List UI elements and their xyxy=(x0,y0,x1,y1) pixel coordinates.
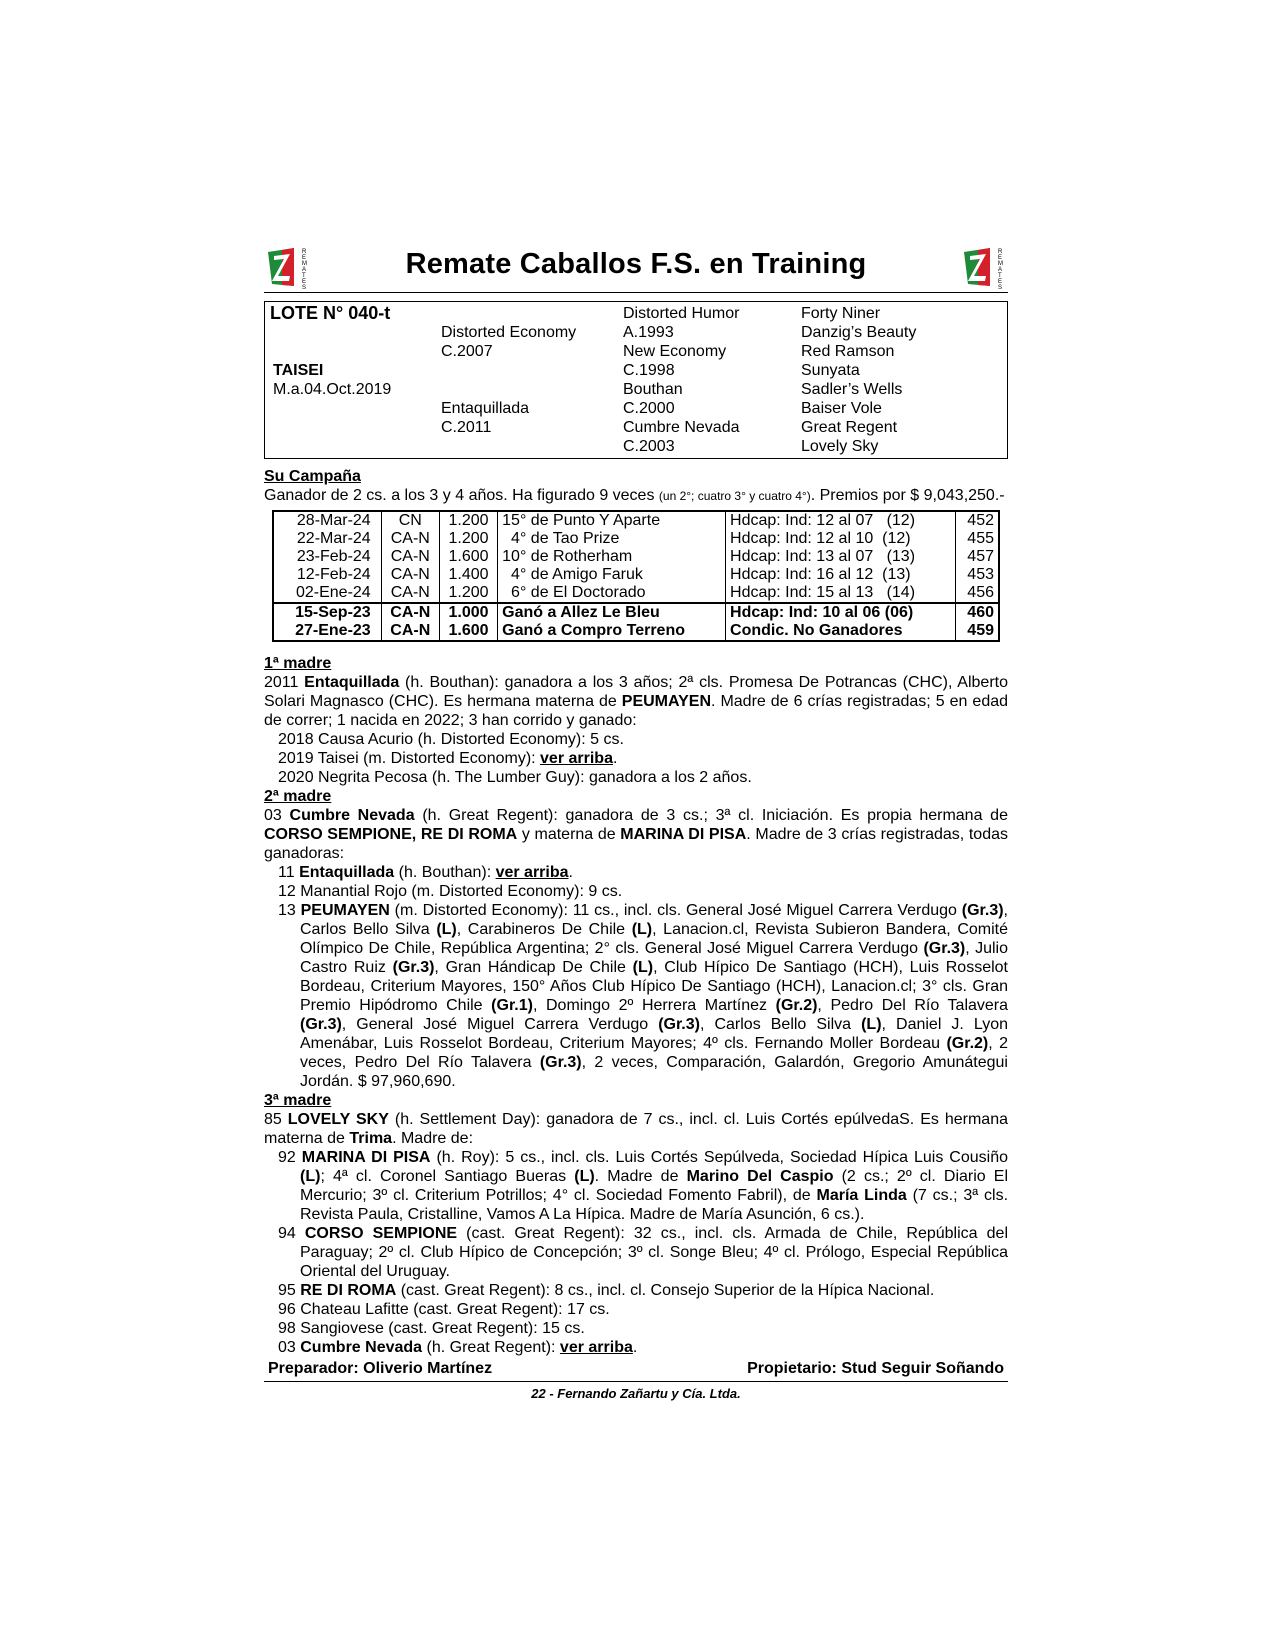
win-row xyxy=(273,622,999,641)
text: y materna de xyxy=(517,826,621,843)
svg-text:M: M xyxy=(998,261,1003,267)
race-result: 10° de Rotherham xyxy=(498,548,726,566)
horse-name: Marino Del Caspio xyxy=(686,1168,834,1185)
great-grandparent-2: Danzig’s Beauty xyxy=(801,324,917,341)
text: . Madre de xyxy=(594,1168,687,1185)
text: , Daniel J. Lyon Amenábar, Luis Rosselot Bordeau, Criterium Mayores; 4º cls. Fernando Moller Bordeau xyxy=(300,1016,1009,1052)
grade: (Gr.2) xyxy=(775,997,818,1014)
race-track: CA-N xyxy=(381,530,439,548)
remates-logo-right xyxy=(960,244,1008,290)
campana-section xyxy=(264,467,1008,642)
race-result: Ganó a Compro Terreno xyxy=(498,622,726,641)
race-cond: Hdcap: Ind: 12 al 10 (12) xyxy=(726,530,956,548)
race-row xyxy=(273,548,999,566)
ver-arriba-link: ver arriba xyxy=(559,1339,633,1356)
page-footer: 22 - Fernando Zañartu y Cía. Ltda. xyxy=(531,1386,741,1401)
text: (h. Roy): 5 cs., incl. cls. Luis Cortés Sepúlveda, Sociedad Hípica Luis Cousiño xyxy=(430,1149,1008,1166)
madre2-heading: 2ª madre xyxy=(264,788,332,805)
svg-text:E: E xyxy=(998,255,1003,261)
race-cond: Hdcap: Ind: 16 al 12 (13) xyxy=(726,566,956,584)
offspring-item xyxy=(264,1338,1008,1357)
svg-text:A: A xyxy=(302,267,307,273)
sire-info: C.2007 xyxy=(441,343,493,360)
grade: (Gr.3) xyxy=(392,959,435,976)
race-date: 15-Sep-23 xyxy=(295,604,371,621)
svg-text:T: T xyxy=(998,273,1002,279)
race-w: 453 xyxy=(956,566,999,584)
race-row xyxy=(273,584,999,603)
race-date: 23-Feb-24 xyxy=(296,548,371,565)
race-row xyxy=(273,511,999,530)
race-dist: 1.600 xyxy=(439,548,497,566)
svg-text:E: E xyxy=(302,279,307,285)
svg-text:E: E xyxy=(998,279,1003,285)
grade: (L) xyxy=(861,1016,882,1033)
offspring-item: 98 Sangiovese (cast. Great Regent): 15 cs. xyxy=(278,1320,585,1337)
race-w: 455 xyxy=(956,530,999,548)
race-dist: 1.200 xyxy=(439,511,497,530)
header xyxy=(264,242,1008,293)
grade: (L) xyxy=(632,959,654,976)
campana-text-2: . Premios por $ 9,043,250.- xyxy=(810,487,1005,504)
race-dist: 1.600 xyxy=(439,622,497,641)
race-dist: 1.200 xyxy=(439,584,497,603)
race-row xyxy=(273,566,999,584)
text: 13 xyxy=(278,902,301,919)
race-date: 12-Feb-24 xyxy=(296,566,371,583)
grandparent-4-info: C.2003 xyxy=(623,438,675,455)
grade: (Gr.2) xyxy=(946,1035,989,1052)
horse-name: MARINA DI PISA xyxy=(301,1149,431,1166)
race-result: 4° de Tao Prize xyxy=(498,530,726,548)
text: , General José Miguel Carrera Verdugo xyxy=(341,1016,659,1033)
madre3-heading: 3ª madre xyxy=(264,1092,332,1109)
horse-name: Cumbre Nevada xyxy=(300,1339,423,1356)
text: . xyxy=(612,750,618,767)
horse-name: CORSO SEMPIONE, RE DI ROMA xyxy=(264,826,518,843)
grandparent-2: New Economy xyxy=(623,343,727,360)
offspring-item: 2018 Causa Acurio (h. Distorted Economy): 5 cs. xyxy=(278,731,624,748)
grandparent-3: Bouthan xyxy=(623,381,683,398)
text: (m. Distorted Economy): 11 cs., incl. cls. General José Miguel Carrera Verdugo xyxy=(389,902,962,919)
madre3-section xyxy=(264,1091,1008,1357)
race-date: 28-Mar-24 xyxy=(296,512,371,529)
lote-number: LOTE N° 040-t xyxy=(270,303,391,323)
text: (h. Bouthan): ganadora a los 3 años; 2ª cls. Promesa De Potrancas (CHC), Alberto Solari Magnasco (CHC). Es hermana materna de xyxy=(264,674,1008,710)
offspring-item xyxy=(264,901,1008,1091)
dam-info: C.2011 xyxy=(441,419,492,436)
text: 03 xyxy=(264,807,290,824)
text: . Madre de 3 crías registradas, todas ganadoras: xyxy=(264,826,1008,862)
text: , Pedro Del Río Talavera xyxy=(817,997,1009,1014)
race-cond: Hdcap: Ind: 10 al 06 (06) xyxy=(726,604,956,622)
grandparent-3-info: C.2000 xyxy=(623,400,675,417)
horse-name: LOVELY SKY xyxy=(287,1111,389,1128)
grade: (Gr.3) xyxy=(539,1054,582,1071)
great-grandparent-3: Red Ramson xyxy=(801,343,895,360)
race-dist: 1.400 xyxy=(439,566,497,584)
text: 85 xyxy=(264,1111,288,1128)
grandparent-1-info: A.1993 xyxy=(623,324,674,341)
horse-name: PEUMAYEN xyxy=(300,902,390,919)
svg-text:S: S xyxy=(998,285,1003,290)
grandparent-1: Distorted Humor xyxy=(623,305,740,322)
great-grandparent-4: Sunyata xyxy=(801,362,860,379)
race-track: CA-N xyxy=(381,566,439,584)
offspring-item: 96 Chateau Lafitte (cast. Great Regent): 17 cs. xyxy=(278,1301,610,1318)
grade: (L) xyxy=(300,1168,321,1185)
text: , Lanacion.cl, Revista Subieron Bandera, Comité Olímpico De Chile, República Argentina; 2° cls. General José Miguel Carrera Verdugo xyxy=(300,921,1009,957)
offspring-item xyxy=(264,749,1008,768)
race-table xyxy=(272,510,1000,642)
great-grandparent-6: Baiser Vole xyxy=(801,400,882,417)
text: . Madre de: xyxy=(392,1130,474,1147)
campana-text-1: Ganador de 2 cs. a los 3 y 4 años. Ha figurado 9 veces xyxy=(264,487,655,504)
svg-text:S: S xyxy=(302,285,307,290)
text: 11 xyxy=(278,864,300,881)
horse-name: PEUMAYEN xyxy=(621,693,711,710)
grade: (L) xyxy=(436,921,457,938)
race-result: Ganó a Allez Le Bleu xyxy=(498,604,726,622)
grade: (Gr.3) xyxy=(923,940,966,957)
offspring-item xyxy=(264,863,1008,882)
race-result: 6° de El Doctorado xyxy=(498,584,726,603)
race-row xyxy=(273,530,999,548)
offspring-item: 2020 Negrita Pecosa (h. The Lumber Guy): ganadora a los 2 años. xyxy=(278,769,752,786)
text: . xyxy=(568,864,573,881)
race-date: 02-Ene-24 xyxy=(295,584,371,601)
offspring-item xyxy=(264,1281,1008,1300)
grade: (Gr.3) xyxy=(658,1016,700,1033)
horse-name: Cumbre Nevada xyxy=(289,807,415,824)
dam-name: Entaquillada xyxy=(441,400,530,417)
great-grandparent-8: Lovely Sky xyxy=(801,438,879,455)
horse-name: Trima xyxy=(349,1130,393,1147)
great-grandparent-7: Great Regent xyxy=(801,419,898,436)
text: (h. Settlement Day): ganadora de 7 cs., incl. cl. Luis Cortés epúlvedaS. Es hermana materna de xyxy=(264,1111,1009,1147)
grade: (Gr.1) xyxy=(491,997,533,1014)
text: , Julio Castro Ruiz xyxy=(300,940,1009,976)
race-track: CA-N xyxy=(381,548,439,566)
race-dist: 1.200 xyxy=(439,530,497,548)
horse-name: Entaquillada xyxy=(299,864,395,881)
text: , Gran Hándicap De Chile xyxy=(434,959,633,976)
text: (7 cs.; 3ª cls. Revista Paula, Cristalline, Vamos A La Hípica. Madre de María Asunción, 6 cs.). xyxy=(300,1187,1009,1223)
text: (h. Bouthan): xyxy=(394,864,496,881)
race-cond: Hdcap: Ind: 12 al 07 (12) xyxy=(726,511,956,530)
preparador: Preparador: Oliverio Martínez xyxy=(268,1360,493,1377)
race-result: 4° de Amigo Faruk xyxy=(498,566,726,584)
page xyxy=(264,242,1008,1401)
race-cond: Hdcap: Ind: 15 al 13 (14) xyxy=(726,584,956,603)
grandparent-4: Cumbre Nevada xyxy=(623,419,740,436)
race-date: 27-Ene-23 xyxy=(295,622,371,639)
offspring-item: 12 Manantial Rojo (m. Distorted Economy): 9 cs. xyxy=(278,883,623,900)
text: 2011 xyxy=(264,674,305,691)
race-track: CA-N xyxy=(381,604,439,622)
text: ; 4ª cl. Coronel Santiago Bueras xyxy=(320,1168,575,1185)
horse-name: Entaquillada xyxy=(304,674,400,691)
propietario: Propietario: Stud Seguir Soñando xyxy=(747,1360,1004,1377)
text: 03 xyxy=(278,1339,301,1356)
text: 95 xyxy=(278,1282,301,1299)
pedigree-box xyxy=(264,301,1008,459)
text: (cast. Great Regent): 8 cs., incl. cl. Consejo Superior de la Hípica Nacional. xyxy=(396,1282,935,1299)
race-date: 22-Mar-24 xyxy=(296,530,371,547)
race-w: 457 xyxy=(956,548,999,566)
madre1-heading: 1ª madre xyxy=(264,655,332,672)
text: 2019 Taisei (m. Distorted Economy): xyxy=(278,750,541,767)
footer-credits xyxy=(264,1357,1008,1382)
text: (cast. Great Regent): 32 cs., incl. cls. Armada de Chile, República del Paraguay; 2º cl. Club Hípico de Concepción; 3º cl. Songe Bleu; 4º cl. Prólogo, Especial República Oriental del Uruguay. xyxy=(300,1225,1008,1280)
horse-name: MARINA DI PISA xyxy=(620,826,747,843)
great-grandparent-1: Forty Niner xyxy=(801,305,881,322)
svg-text:A: A xyxy=(998,267,1003,273)
text: , Club Hípico De Santiago (HCH), Luis Rosselot Bordeau, Criterium Mayores, 150° Años Club Hípico De Santiago (HCH), Lanacion.cl; 3° cls. Gran Premio Hipódromo Chile xyxy=(300,959,1008,1014)
text: . xyxy=(632,1339,638,1356)
svg-text:T: T xyxy=(302,273,306,279)
text: 94 xyxy=(278,1225,305,1242)
svg-text:E: E xyxy=(302,255,307,261)
great-grandparent-5: Sadler’s Wells xyxy=(801,381,903,398)
madre2-section xyxy=(264,787,1008,1091)
grade: (L) xyxy=(574,1168,595,1185)
campana-heading: Su Campaña xyxy=(264,468,361,485)
race-track: CA-N xyxy=(381,622,439,641)
madre3-paragraph xyxy=(264,1110,1008,1148)
offspring-item xyxy=(264,1148,1008,1224)
horse-name: TAISEI xyxy=(273,362,324,379)
race-cond: Hdcap: Ind: 13 al 07 (13) xyxy=(726,548,956,566)
campana-text-small: (un 2°; cuatro 3° y cuatro 4°) xyxy=(658,489,811,503)
horse-info: M.a.04.Oct.2019 xyxy=(273,381,392,398)
offspring-item xyxy=(264,1224,1008,1281)
svg-text:M: M xyxy=(302,261,307,267)
win-row xyxy=(273,604,999,622)
svg-text:R: R xyxy=(998,249,1003,255)
race-track: CN xyxy=(381,511,439,530)
text: (h. Great Regent): xyxy=(422,1339,560,1356)
text: , Carlos Bello Silva xyxy=(300,902,1008,938)
horse-name: CORSO SEMPIONE xyxy=(304,1225,458,1242)
horse-name: María Linda xyxy=(816,1187,907,1204)
text: 92 xyxy=(278,1149,302,1166)
text: (2 cs.; 2º cl. Diario El Mercurio; 3º cl. Criterium Potrillos; 4° cl. Sociedad Fomento Fabril), de xyxy=(300,1168,1009,1204)
horse-name: RE DI ROMA xyxy=(300,1282,397,1299)
sire-name: Distorted Economy xyxy=(441,324,577,341)
ver-arriba-link: ver arriba xyxy=(495,864,569,881)
race-w: 460 xyxy=(956,604,999,622)
race-w: 452 xyxy=(956,511,999,530)
madre1-section xyxy=(264,654,1008,787)
text: , Carlos Bello Silva xyxy=(699,1016,862,1033)
race-dist: 1.000 xyxy=(439,604,497,622)
madre2-paragraph xyxy=(264,806,1008,863)
ver-arriba-link: ver arriba xyxy=(540,750,613,767)
svg-text:R: R xyxy=(302,249,307,255)
race-track: CA-N xyxy=(381,584,439,603)
madre1-paragraph xyxy=(264,673,1008,730)
text: , 2 veces, Comparación, Galardón, Gregorio Amunátegui Jordán. $ 97,960,690. xyxy=(300,1054,1008,1090)
grade: (Gr.3) xyxy=(300,1016,342,1033)
page-title: Remate Caballos F.S. en Training xyxy=(405,248,867,280)
text: , 2 veces, Pedro Del Río Talavera xyxy=(300,1035,1009,1071)
grade: (L) xyxy=(631,921,653,938)
grade: (Gr.3) xyxy=(961,902,1004,919)
campana-text xyxy=(264,486,1008,506)
grandparent-2-info: C.1998 xyxy=(623,362,675,379)
race-result: 15° de Punto Y Aparte xyxy=(498,511,726,530)
text: , Carabineros De Chile xyxy=(456,921,632,938)
text: . Madre de 6 crías registradas; 5 en edad de correr; 1 nacida en 2022; 3 han corrido y ganado: xyxy=(264,693,1009,729)
text: (h. Great Regent): ganadora de 3 cs.; 3ª cl. Iniciación. Es propia hermana de xyxy=(414,807,1008,824)
race-w: 456 xyxy=(956,584,999,603)
text: , Domingo 2º Herrera Martínez xyxy=(532,997,776,1014)
race-cond: Condic. No Ganadores xyxy=(726,622,956,641)
race-w: 459 xyxy=(956,622,999,641)
